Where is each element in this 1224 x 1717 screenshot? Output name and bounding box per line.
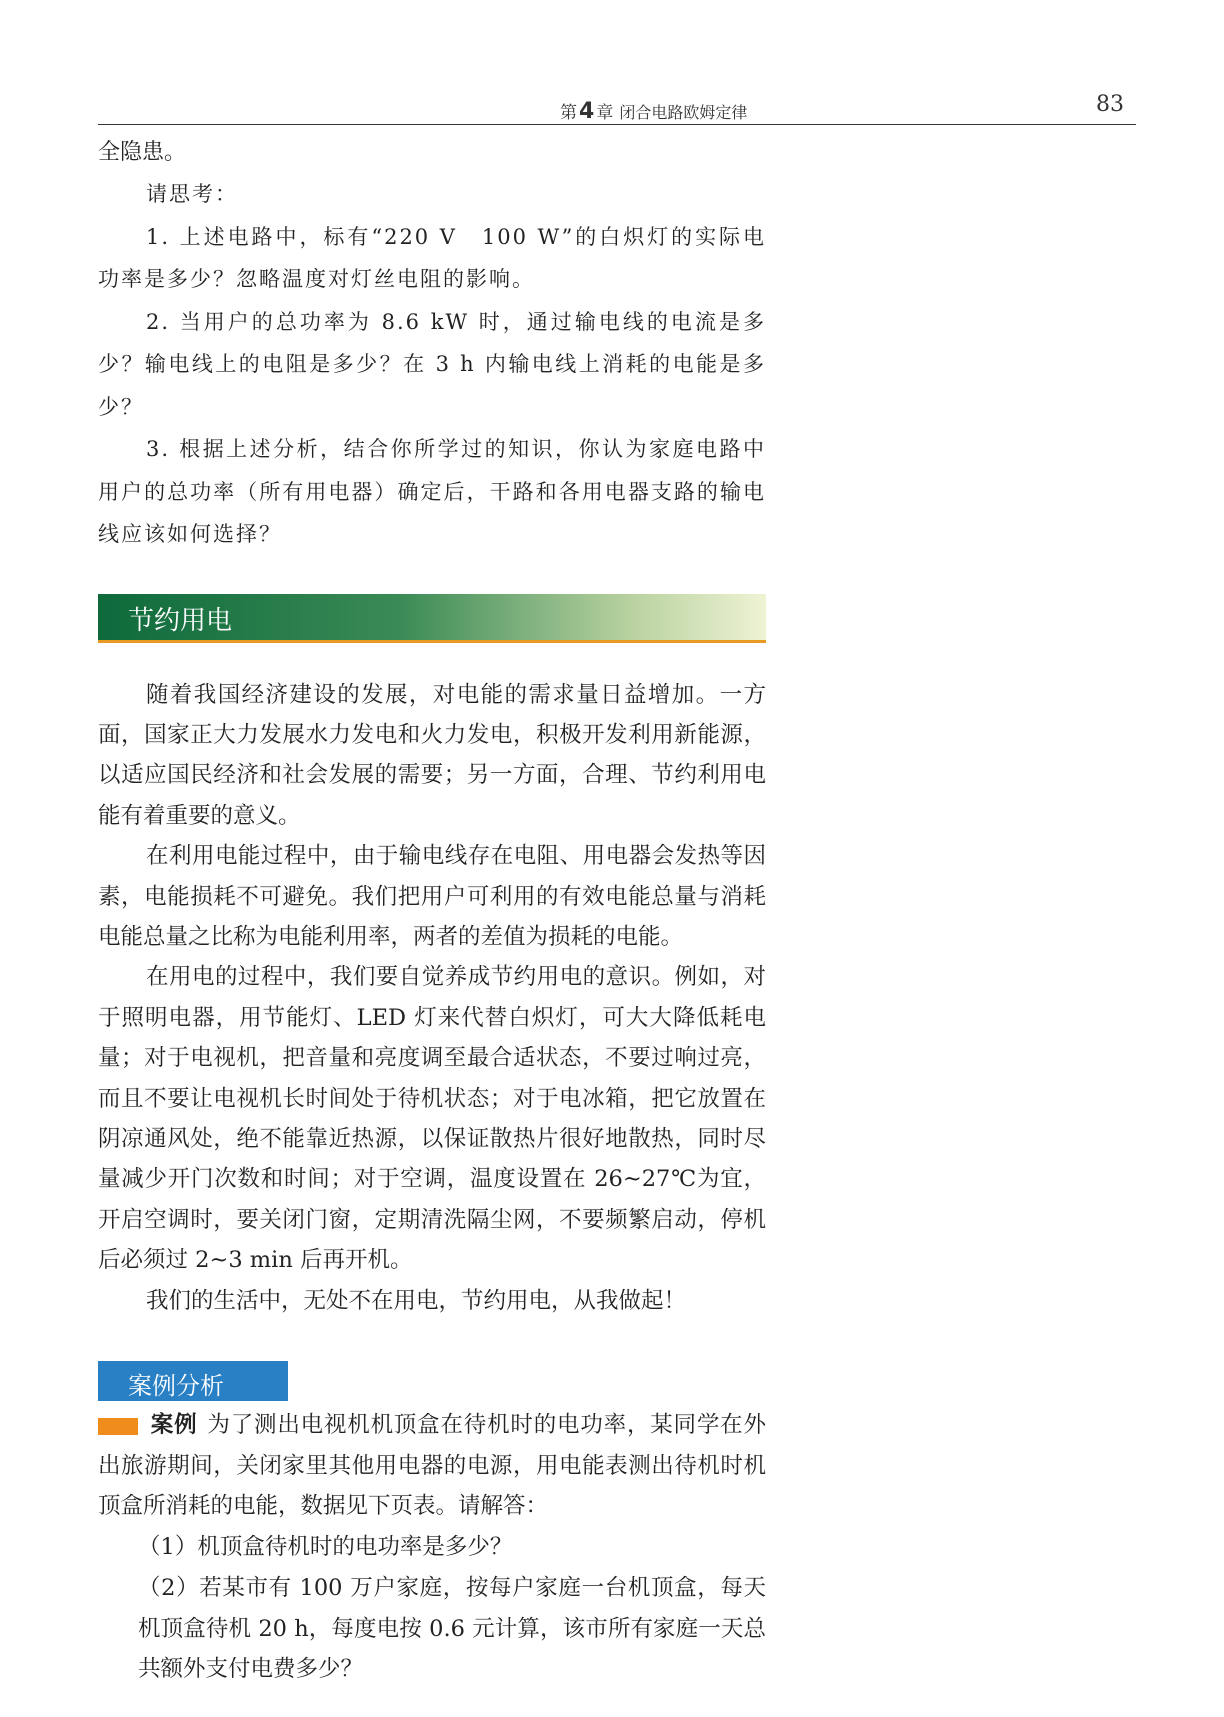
section-heading-bar (98, 594, 766, 643)
section-paragraph-2: 在利用电能过程中，由于输电线存在电阻、用电器会发热等因素，电能损耗不可避免。我们把用户可利用的有效电能总量与消耗电能总量之比称为电能利用率，两者的差值为损耗的电能。 (98, 843, 766, 950)
case-paragraph (98, 1405, 766, 1527)
chapter-suffix: 章 (596, 103, 614, 123)
page-number: 83 (1096, 92, 1124, 117)
chapter-title (560, 98, 747, 124)
case-text: 为了测出电视机机顶盒在待机时的电功率，某同学在外出旅游期间，关闭家里其他用电器的电源，用电能表测出待机时机顶盒所消耗的电能，数据见下页表。请解答： (98, 1412, 766, 1520)
chapter-prefix: 第 (560, 103, 577, 123)
main-content (98, 132, 766, 1690)
case-marker-icon (98, 1418, 138, 1435)
case-study-heading (98, 1361, 288, 1401)
page-header (98, 88, 1136, 125)
case-label: 案例 (150, 1412, 198, 1438)
question-2: 2. 当用户的总功率为 8.6 kW 时，通过输电线的电流是多少？输电线上的电阻是多少？在 3 h 内输电线上消耗的电能是多少？ (98, 309, 766, 419)
chapter-number: 4 (579, 99, 595, 124)
question-1: 1. 上述电路中，标有“220 V 100 W”的白炽灯的实际电功率是多少？忽略温度对灯丝电阻的影响。 (98, 224, 766, 291)
section-paragraph-4: 我们的生活中，无处不在用电，节约用电，从我做起！ (146, 1287, 687, 1314)
section-paragraph-3: 在用电的过程中，我们要自觉养成节约用电的意识。例如，对于照明电器，用节能灯、LED 灯来代替白炽灯，可大大降低耗电量；对于电视机，把音量和亮度调至最合适状态，不要过响过亮，而且不要让电视机长时间处于待机状态；对于电冰箱，把它放置在阴凉通风处，绝不能靠近热源，以保证散热片很好地散热，同时尽量减少开门次数和时间；对于空调，温度设置在 26~27℃为宜，开启空调时，要关闭门窗，定期清洗隔尘网，不要频繁启动，停机后必须过 2~3 min 后再开机。 (98, 964, 766, 1274)
case-question-1: （1）机顶盒待机时的电功率是多少？ (138, 1534, 513, 1561)
case-study-title: 案例分析 (128, 1372, 224, 1400)
continuation-text: 全隐患。 (98, 140, 187, 165)
chapter-name: 闭合电路欧姆定律 (619, 103, 748, 122)
section-paragraph-1: 随着我国经济建设的发展，对电能的需求量日益增加。一方面，国家正大力发展水力发电和火力发电，积极开发利用新能源，以适应国民经济和社会发展的需要；另一方面，合理、节约利用电能有着重要的意义。 (98, 681, 766, 829)
question-3: 3. 根据上述分析，结合你所学过的知识，你认为家庭电路中用户的总功率（所有用电器）确定后，干路和各用电器支路的输电线应该如何选择？ (98, 437, 766, 546)
case-question-2: （2）若某市有 100 万户家庭，按每户家庭一台机顶盒，每天机顶盒待机 20 h，每度电按 0.6 元计算，该市所有家庭一天总共额外支付电费多少？ (138, 1574, 766, 1683)
section-title: 节约用电 (128, 605, 233, 636)
think-label: 请思考： (146, 182, 238, 206)
